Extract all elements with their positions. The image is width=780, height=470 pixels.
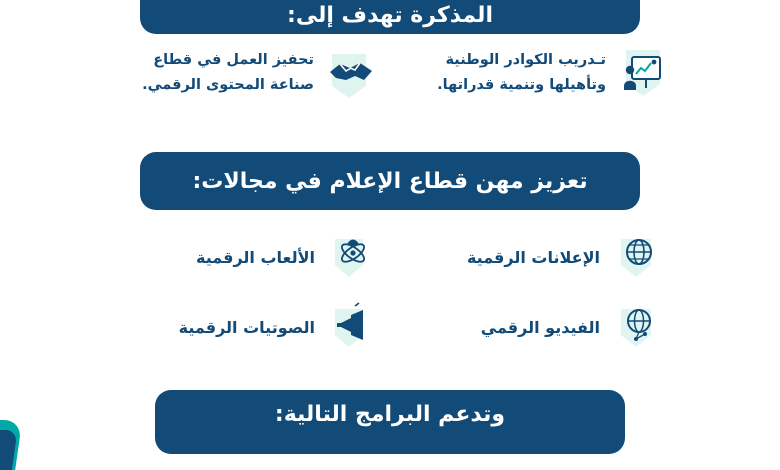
field-item-digital-ads	[405, 231, 660, 283]
globe-icon	[614, 231, 660, 283]
programs-title-text: وتدعم البرامج التالية:	[274, 402, 506, 427]
fields-row-1	[120, 222, 660, 292]
aim-text-content: تحفيز العمل في قطاع صناعة المحتوى الرقمي.	[142, 52, 314, 94]
aims-section	[110, 44, 670, 134]
globe-grid-icon	[614, 301, 660, 353]
aims-title-text: المذكرة تهدف إلى:	[287, 3, 493, 28]
aim-text-training: تـدريب الكوادر الوطنية وتأهيلها وتنمية قدراتها.	[437, 52, 606, 94]
fields-section	[120, 222, 660, 362]
fields-row-2	[120, 292, 660, 362]
field-label-digital-games: الألعاب الرقمية	[196, 247, 315, 267]
aims-title-banner	[140, 0, 640, 34]
megaphone-icon	[329, 301, 375, 353]
field-label-digital-video: الفيديو الرقمي	[480, 317, 600, 337]
corner-decoration	[0, 414, 40, 470]
field-item-digital-video	[405, 301, 660, 353]
programs-title-banner	[155, 390, 625, 454]
fields-title-banner	[140, 152, 640, 210]
presentation-board-icon	[616, 44, 670, 102]
aim-item-content	[110, 44, 378, 134]
handshake-icon	[324, 44, 378, 102]
game-atom-icon	[329, 231, 375, 283]
aim-item-training	[402, 44, 670, 134]
field-item-digital-games	[120, 231, 375, 283]
field-label-digital-audio: الصوتيات الرقمية	[178, 317, 315, 337]
field-label-digital-ads: الإعلانات الرقمية	[466, 247, 600, 267]
field-item-digital-audio	[120, 301, 375, 353]
fields-title-text: تعزيز مهن قطاع الإعلام في مجالات:	[192, 168, 588, 194]
